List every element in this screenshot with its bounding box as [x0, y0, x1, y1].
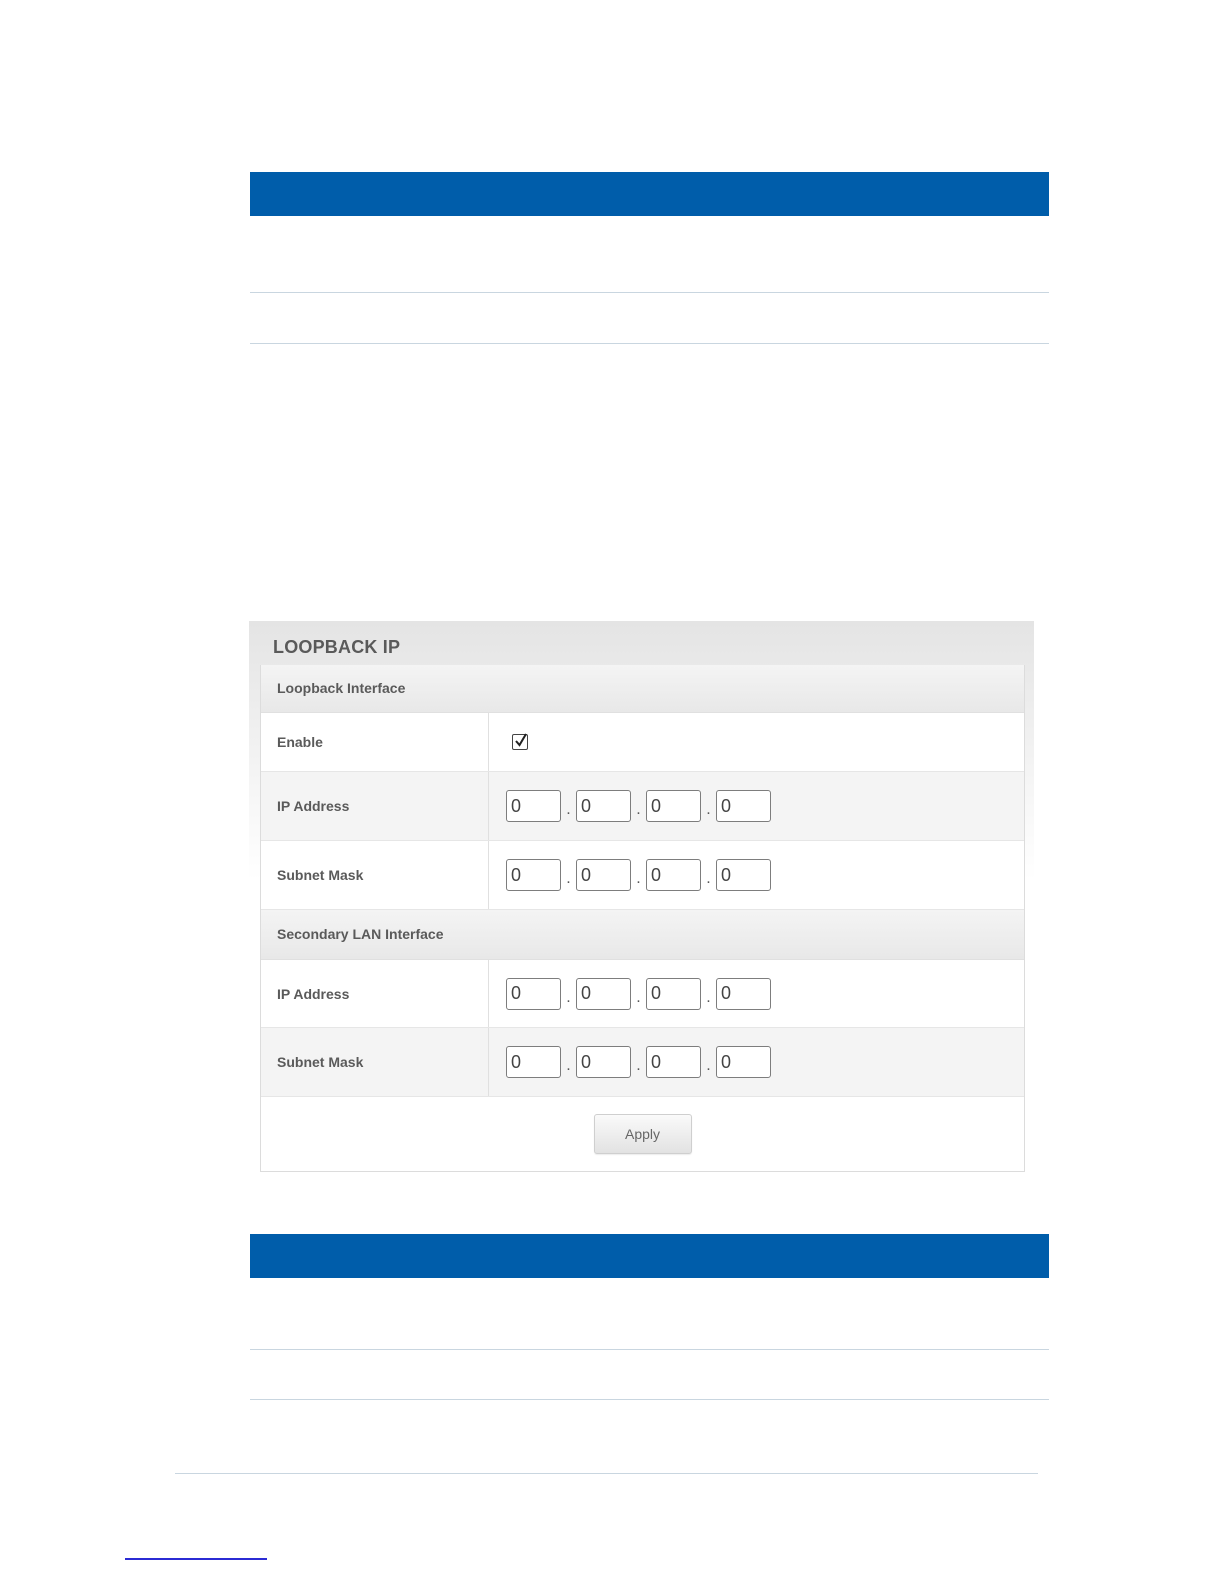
mask-octet-4-input[interactable]: [716, 859, 771, 891]
secondary-mask-row: [261, 1028, 1024, 1097]
octet-separator: .: [566, 870, 571, 887]
mask-octet-2-input[interactable]: [576, 859, 631, 891]
section-heading-secondary-lan: Secondary LAN Interface: [261, 910, 1024, 960]
octet-separator: .: [636, 801, 641, 818]
octet-separator: .: [636, 1057, 641, 1074]
enable-checkbox[interactable]: [512, 734, 528, 750]
page-title: LOOPBACK IP: [273, 637, 401, 657]
ip-octet-4-input[interactable]: [716, 978, 771, 1010]
footer-divider: [175, 1473, 1038, 1474]
mask-octet-2-input[interactable]: [576, 1046, 631, 1078]
ip-address-label: IP Address: [261, 960, 489, 1027]
ip-octet-4-input[interactable]: [716, 790, 771, 822]
octet-separator: .: [706, 1057, 711, 1074]
octet-separator: .: [706, 988, 711, 1006]
footer-link-underline[interactable]: [125, 1558, 267, 1560]
octet-separator: .: [706, 801, 711, 818]
ip-address-inputs: [489, 772, 1024, 840]
octet-separator: .: [636, 988, 641, 1006]
octet-separator: .: [566, 801, 571, 818]
mask-octet-1-input[interactable]: [506, 859, 561, 891]
table-header-bar: [250, 1234, 1049, 1278]
loopback-mask-row: [261, 841, 1024, 910]
subnet-mask-label: Subnet Mask: [261, 841, 489, 909]
subnet-mask-inputs: [489, 1028, 1024, 1096]
checkmark-icon: [514, 733, 528, 749]
enable-value: [489, 713, 1024, 771]
ip-octet-1-input[interactable]: [506, 790, 561, 822]
ip-octet-2-input[interactable]: [576, 978, 631, 1010]
loopback-ip-panel: [249, 621, 1034, 1171]
apply-button[interactable]: Apply: [594, 1114, 692, 1154]
enable-row: [261, 713, 1024, 772]
loopback-ip-row: [261, 772, 1024, 841]
table-row: [250, 1350, 1049, 1400]
subnet-mask-inputs: [489, 841, 1024, 909]
octet-separator: .: [566, 988, 571, 1006]
mask-octet-3-input[interactable]: [646, 859, 701, 891]
table-row: [250, 293, 1049, 344]
ip-octet-2-input[interactable]: [576, 790, 631, 822]
mask-octet-1-input[interactable]: [506, 1046, 561, 1078]
settings-form: [260, 665, 1025, 1172]
subnet-mask-label: Subnet Mask: [261, 1028, 489, 1096]
table-row: [250, 1278, 1049, 1350]
top-document-table: [250, 172, 1049, 344]
table-header-bar: [250, 172, 1049, 216]
apply-row: [261, 1097, 1024, 1171]
ip-octet-1-input[interactable]: [506, 978, 561, 1010]
enable-label: Enable: [261, 713, 489, 771]
section-heading-loopback: Loopback Interface: [261, 665, 1024, 713]
ip-octet-3-input[interactable]: [646, 790, 701, 822]
table-row: [250, 216, 1049, 293]
octet-separator: .: [566, 1057, 571, 1074]
octet-separator: .: [706, 870, 711, 887]
octet-separator: .: [636, 870, 641, 887]
ip-octet-3-input[interactable]: [646, 978, 701, 1010]
ip-address-inputs: [489, 960, 1024, 1027]
mask-octet-3-input[interactable]: [646, 1046, 701, 1078]
mask-octet-4-input[interactable]: [716, 1046, 771, 1078]
bottom-document-table: [250, 1234, 1049, 1400]
ip-address-label: IP Address: [261, 772, 489, 840]
secondary-ip-row: [261, 960, 1024, 1028]
